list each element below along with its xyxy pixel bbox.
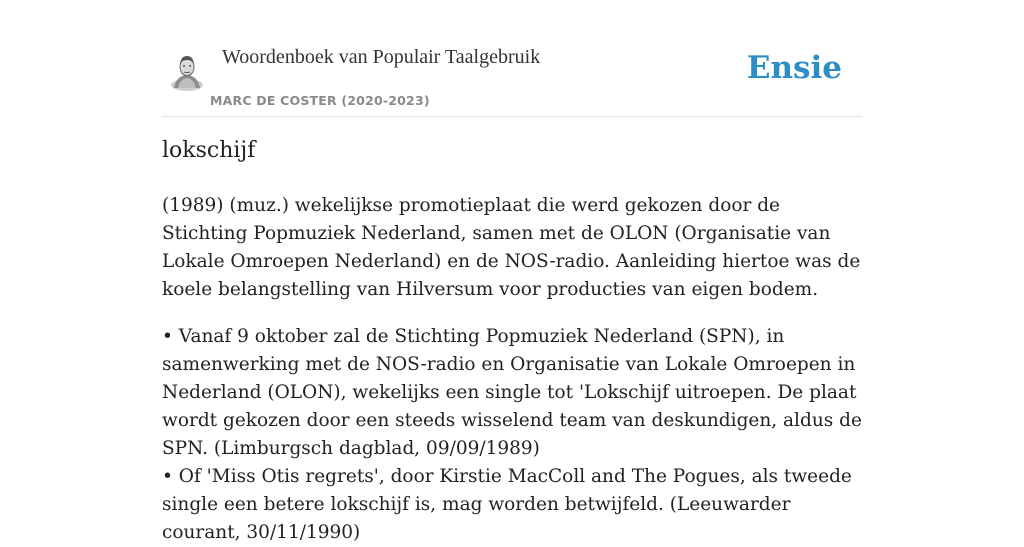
- citation-quote: • Of 'Miss Otis regrets', door Kirstie MacColl and The Pogues, als tweede single een betere lokschijf is, mag worden betwijfeld. (Leeuwarder courant, 30/11/1990): [162, 466, 852, 543]
- page-header: [162, 0, 862, 117]
- citation-quote: • Vanaf 9 oktober zal de Stichting Popmuziek Nederland (SPN), in samenwerking met de NOS-radio en Organisatie van Lokale Omroepen in Nederland (OLON), wekelijks een single tot 'Lokschijf uitroepen. De plaat wordt gekozen door een steeds wisselend team van deskundigen, aldus de SPN. (Limburgsch dagblad, 09/09/1989): [162, 326, 862, 459]
- entry-definition: (1989) (muz.) wekelijkse promotieplaat die werd gekozen door de Stichting Popmuziek Nederland, samen met de OLON (Organisatie van Lokale Omroepen Nederland) en de NOS-radio. Aanleiding hiertoe was de koele belangstelling van Hilversum voor producties van eigen bodem.: [162, 195, 861, 300]
- brand-logo-link[interactable]: Ensie: [746, 50, 842, 86]
- entry-content: [162, 192, 867, 547]
- dictionary-title[interactable]: Woordenboek van Populair Taalgebruik: [222, 46, 541, 68]
- author-name[interactable]: MARC DE COSTER (2020-2023): [210, 93, 430, 108]
- author-portrait-icon: [170, 52, 204, 90]
- entry-term: lokschijf: [162, 138, 256, 163]
